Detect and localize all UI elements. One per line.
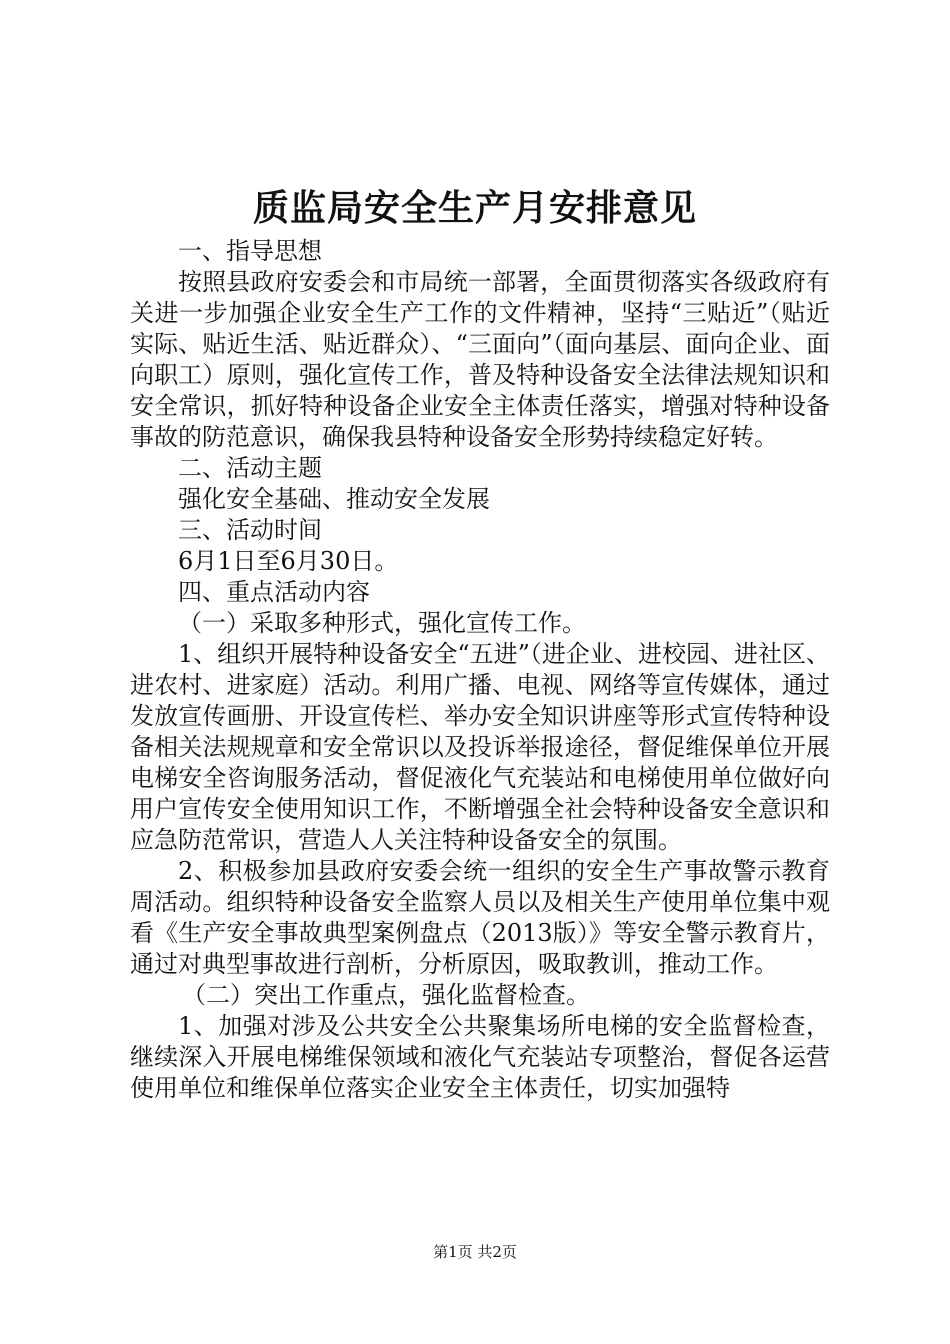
paragraph-publicity-item-2: 2、积极参加县政府安委会统一组织的安全生产事故警示教育周活动。组织特种设备安全监察人员以及相关生产使用单位集中观看《生产安全事故典型案例盘点（2013版）》等安全警示教育片，通过对典型事故进行剖析，分析原因，吸取教训，推动工作。 [130,857,830,978]
subsection-heading-supervision: （二）突出工作重点，强化监督检查。 [182,981,590,1009]
subsection-heading-publicity: （一）采取多种形式，强化宣传工作。 [178,609,586,637]
section-heading-key-activities: 四、重点活动内容 [178,578,370,606]
paragraph-supervision-item-1: 1、加强对涉及公共安全公共聚集场所电梯的安全监督检查，继续深入开展电梯维保领域和液化气充装站专项整治，督促各运营使用单位和维保单位落实企业安全主体责任，切实加强特 [130,1012,830,1102]
paragraph-activity-time: 6月1日至6月30日。 [178,547,399,575]
paragraph-guiding-ideology: 按照县政府安委会和市局统一部署，全面贯彻落实各级政府有关进一步加强企业安全生产工作的文件精神，坚持“三贴近”（贴近实际、贴近生活、贴近群众）、“三面向”（面向基层、面向企业、面向职工）原则，强化宣传工作，普及特种设备安全法律法规知识和安全常识，抓好特种设备企业安全主体责任落实，增强对特种设备事故的防范意识，确保我县特种设备安全形势持续稳定好转。 [130,268,830,451]
section-heading-guiding-ideology: 一、指导思想 [178,237,322,265]
paragraph-publicity-item-1: 1、组织开展特种设备安全“五进”（进企业、进校园、进社区、进农村、进家庭）活动。利用广播、电视、网络等宣传媒体，通过发放宣传画册、开设宣传栏、举办安全知识讲座等形式宣传特种设备相关法规规章和安全常识以及投诉举报途径，督促维保单位开展电梯安全咨询服务活动，督促液化气充装站和电梯使用单位做好向用户宣传安全使用知识工作，不断增强全社会特种设备安全意识和应急防范常识，营造人人关注特种设备安全的氛围。 [130,640,830,854]
paragraph-activity-theme: 强化安全基础、推动安全发展 [178,485,490,513]
section-heading-activity-time: 三、活动时间 [178,516,322,544]
section-heading-activity-theme: 二、活动主题 [178,454,322,482]
page-footer: 第1页 共2页 [433,1243,517,1261]
document-title: 质监局安全生产月安排意见 [252,187,697,229]
document-body [130,236,830,1104]
